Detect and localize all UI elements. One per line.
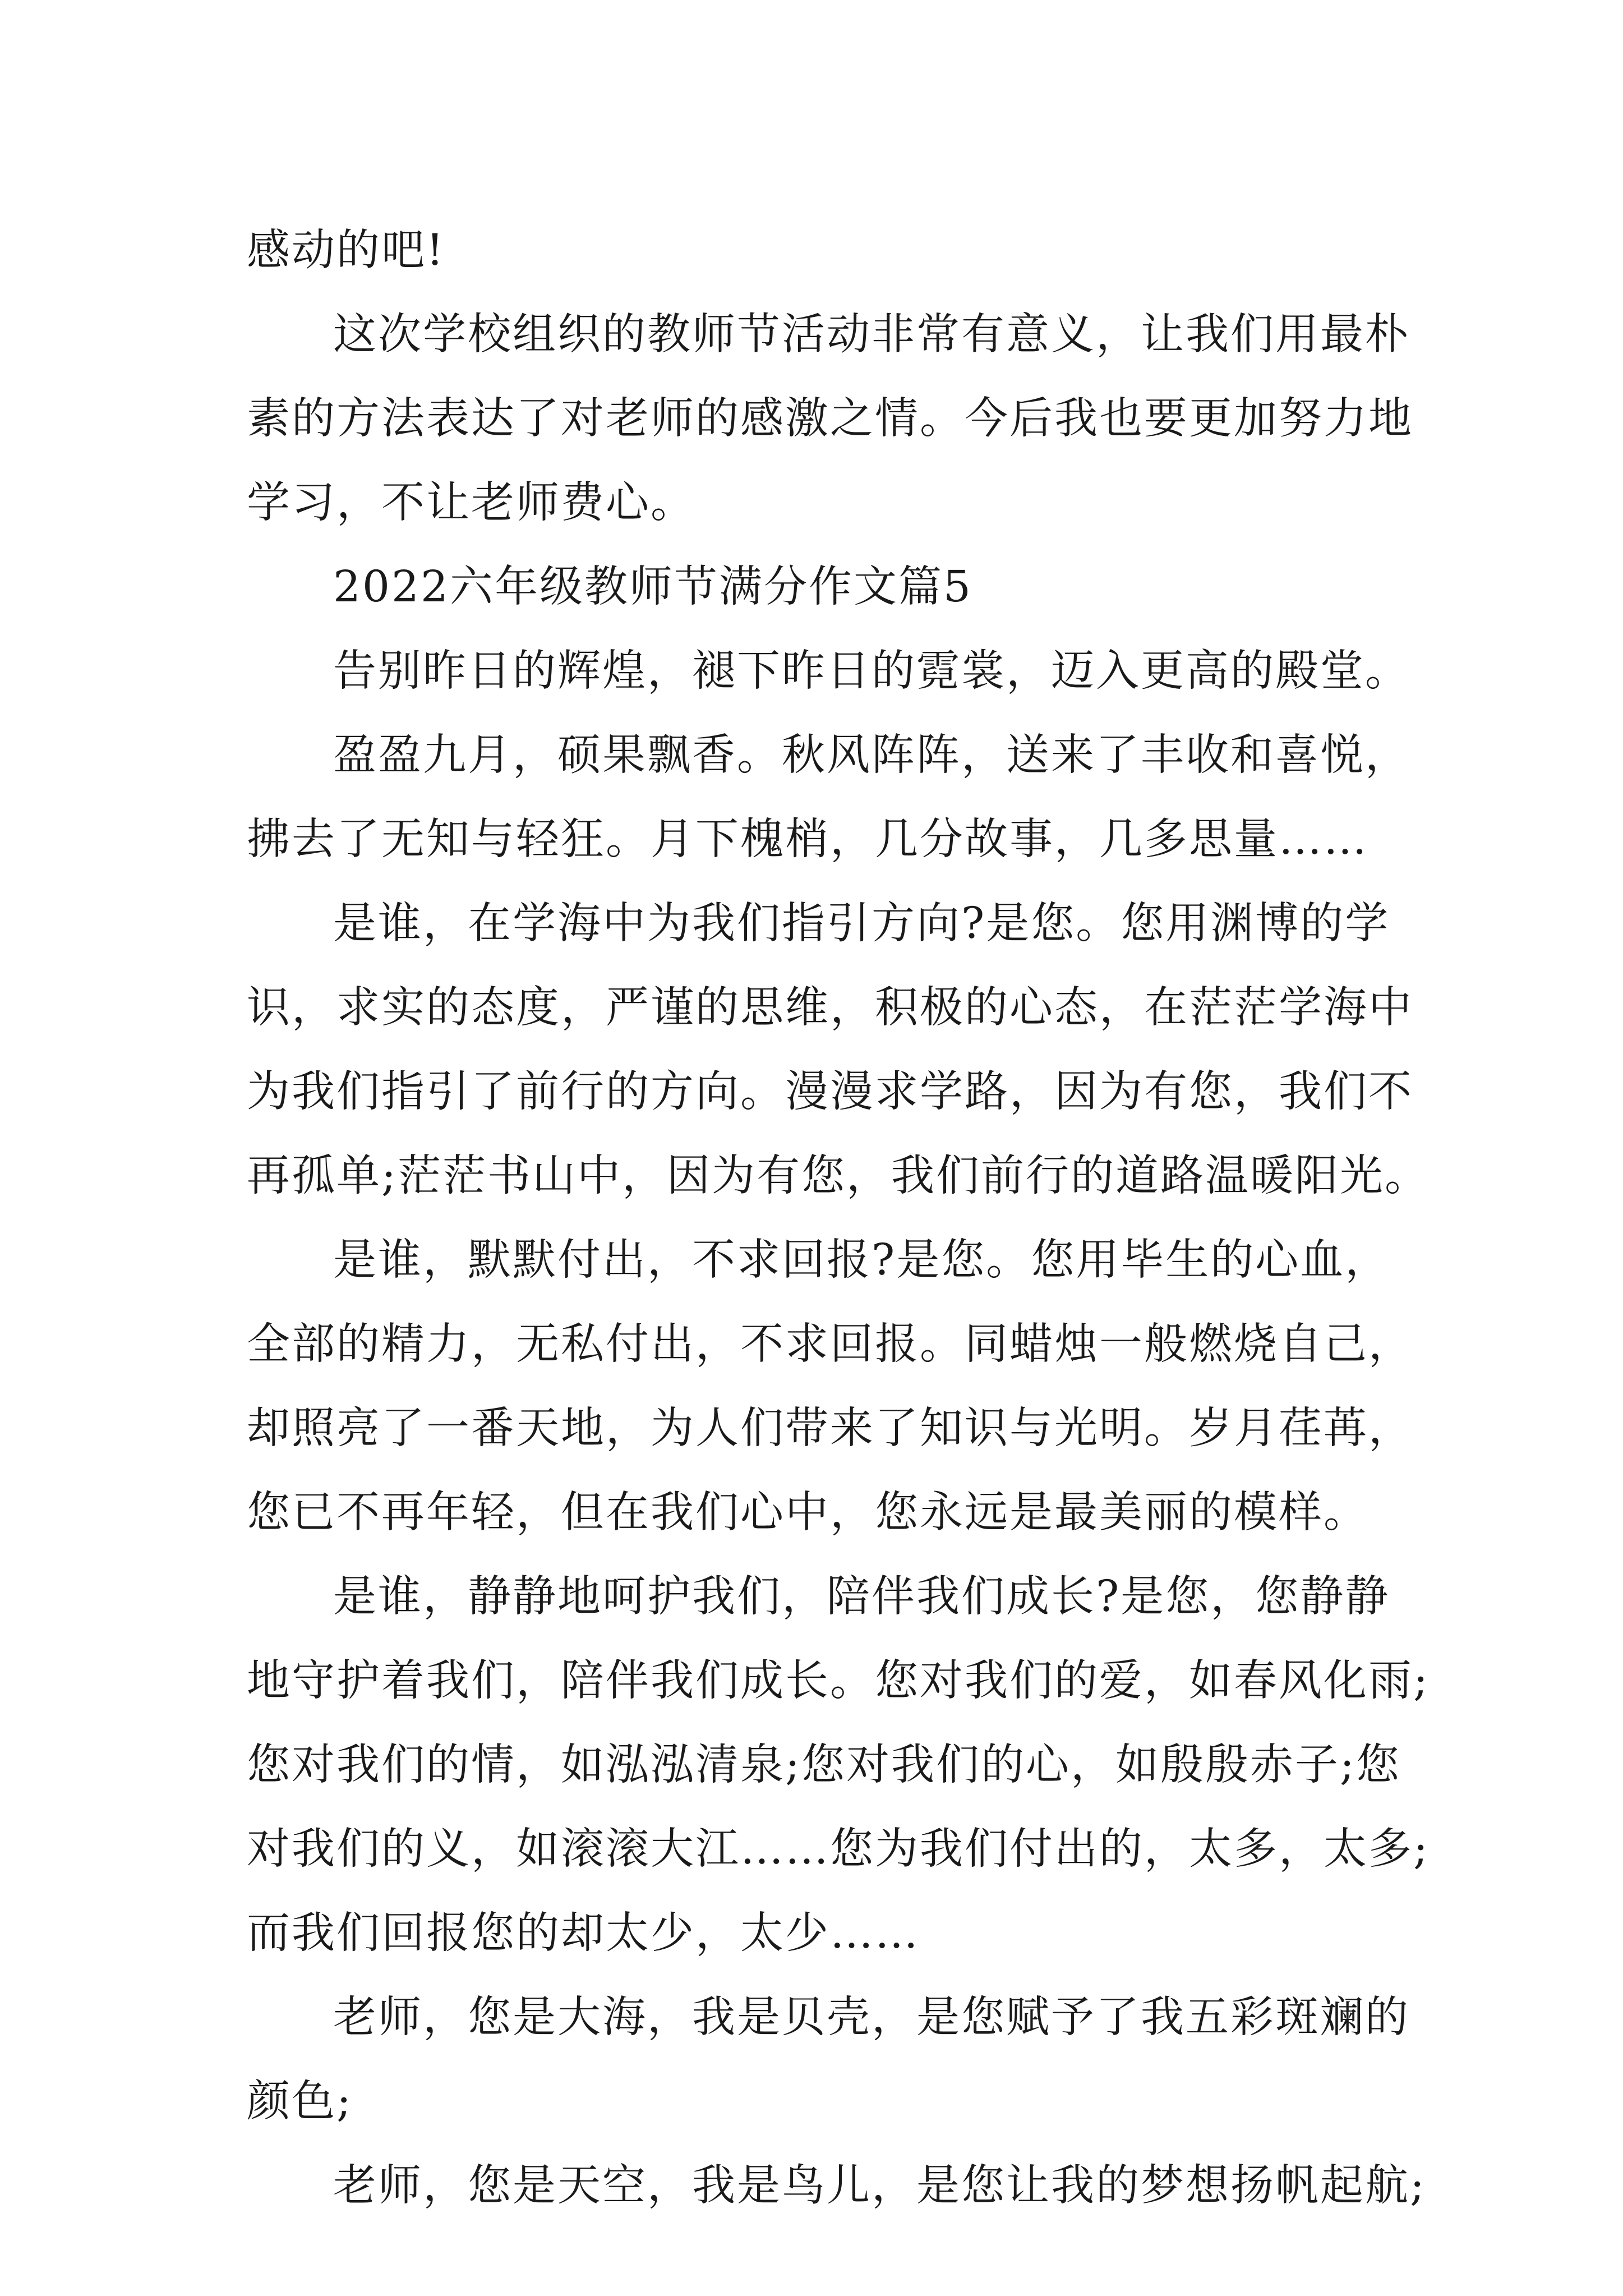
- paragraph-start-line: 这次学校组织的教师节活动非常有意义，让我们用最朴: [333, 310, 1410, 360]
- text-line: 对我们的义，如滚滚大江……您为我们付出的，太多，太多;: [247, 1824, 1430, 1874]
- text-line: 拂去了无知与轻狂。月下槐梢，几分故事，几多思量……: [247, 815, 1368, 864]
- text-line: 素的方法表达了对老师的感激之情。今后我也要更加努力地: [247, 394, 1413, 444]
- paragraph-start-line: 告别昨日的辉煌，褪下昨日的霓裳，迈入更高的殿堂。: [333, 646, 1410, 696]
- text-line: 您已不再年轻，但在我们心中，您永远是最美丽的模样。: [247, 1488, 1368, 1538]
- section-heading: 2022六年级教师节满分作文篇5: [333, 562, 972, 612]
- text-line: 再孤单;茫茫书山中，因为有您，我们前行的道路温暖阳光。: [247, 1151, 1430, 1201]
- text-line: 识，求实的态度，严谨的思维，积极的心态，在茫茫学海中: [247, 983, 1413, 1033]
- text-line: 感动的吧!: [247, 226, 445, 275]
- text-line: 却照亮了一番天地，为人们带来了知识与光明。岁月荏苒，: [247, 1404, 1413, 1453]
- text-line: 您对我们的情，如泓泓清泉;您对我们的心，如殷殷赤子;您: [247, 1740, 1401, 1790]
- text-line: 地守护着我们，陪伴我们成长。您对我们的爱，如春风化雨;: [247, 1656, 1430, 1706]
- text-line: 学习，不让老师费心。: [247, 478, 695, 528]
- text-line: 为我们指引了前行的方向。漫漫求学路，因为有您，我们不: [247, 1067, 1413, 1117]
- text-line: 颜色;: [247, 2077, 353, 2127]
- paragraph-start-line: 盈盈九月，硕果飘香。秋风阵阵，送来了丰收和喜悦，: [333, 730, 1410, 780]
- text-line: 而我们回报您的却太少，太少……: [247, 1908, 920, 1958]
- paragraph-start-line: 是谁，静静地呵护我们，陪伴我们成长?是您，您静静: [333, 1572, 1390, 1622]
- text-line: 全部的精力，无私付出，不求回报。同蜡烛一般燃烧自己，: [247, 1319, 1413, 1369]
- document-body: [247, 209, 1430, 2228]
- paragraph-start-line: 是谁，默默付出，不求回报?是您。您用毕生的心血，: [333, 1235, 1390, 1285]
- paragraph-start-line: 老师，您是天空，我是鸟儿，是您让我的梦想扬帆起航;: [333, 2161, 1426, 2211]
- paragraph-start-line: 是谁，在学海中为我们指引方向?是您。您用渊博的学: [333, 899, 1390, 949]
- paragraph-start-line: 老师，您是大海，我是贝壳，是您赋予了我五彩斑斓的: [333, 1993, 1410, 2042]
